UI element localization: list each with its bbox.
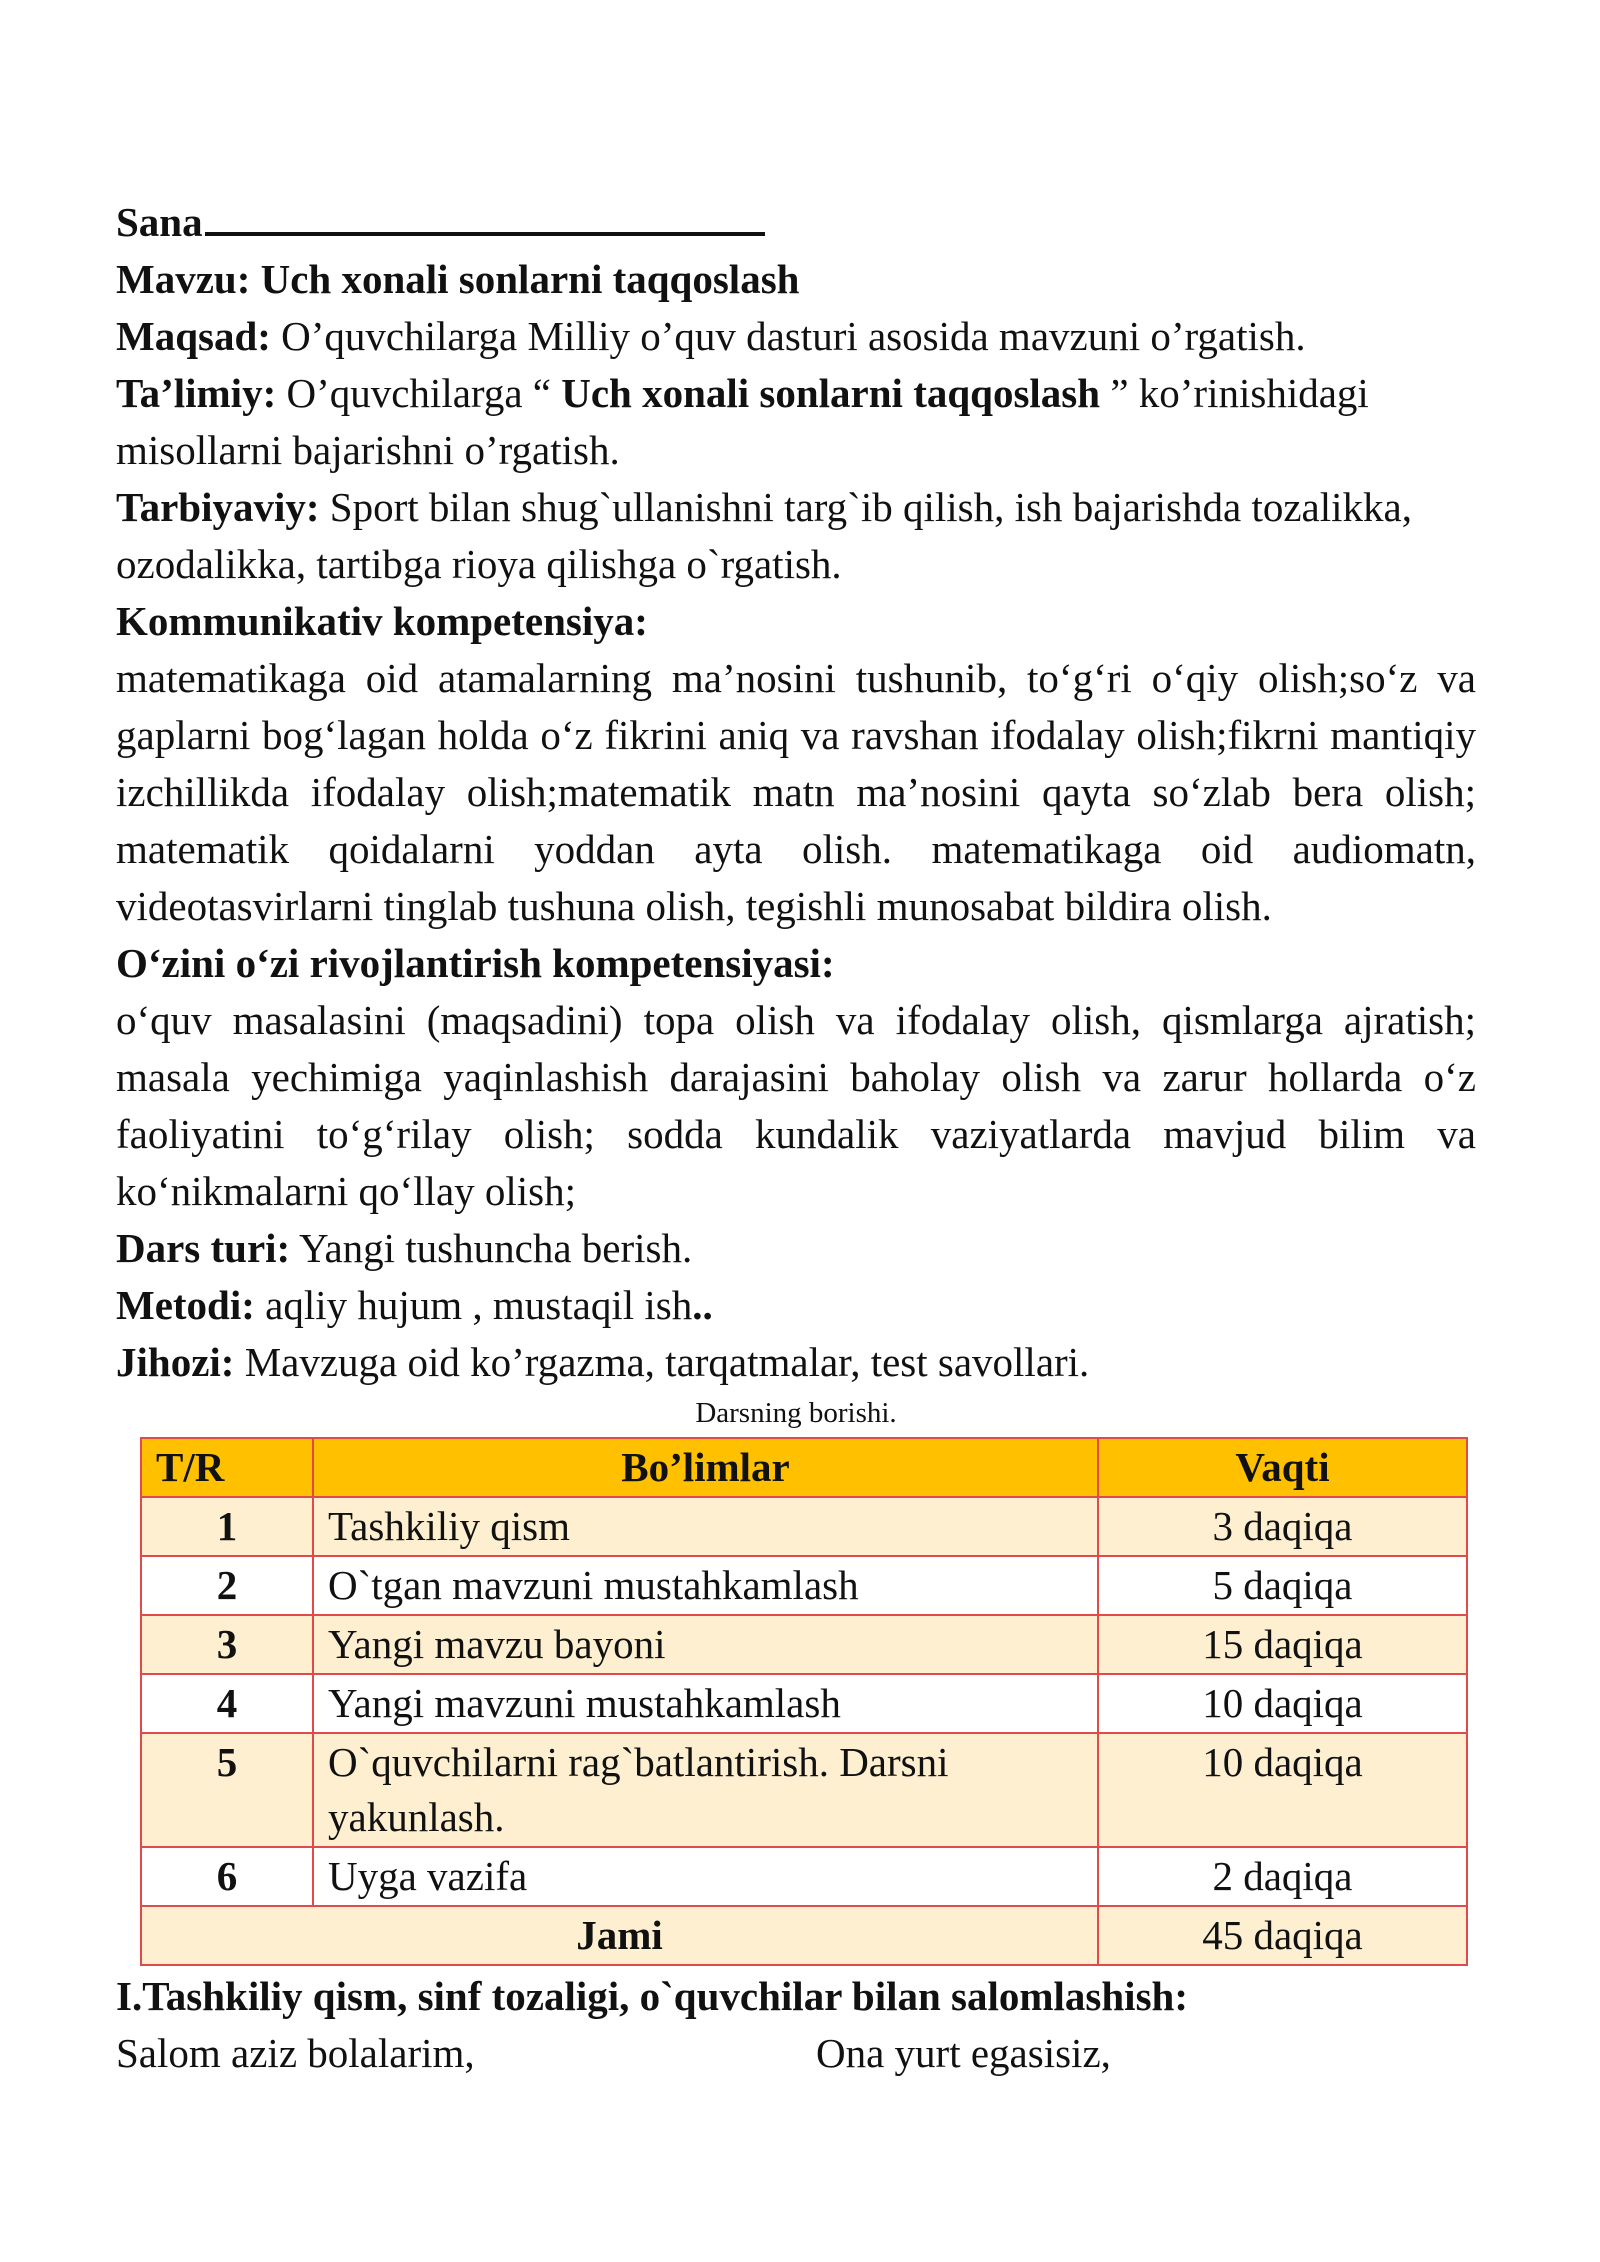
educational-text-b: ” ko’rinishidagi misollarni bajarishni o’rgatish. bbox=[116, 370, 1369, 473]
communicative-text: matematikaga oid atamalarning ma’nosini tushunib, to‘g‘ri o‘qiy olish;so‘z va gaplarni bog‘lagan holda o‘z fikrini aniq va ravshan ifodalay olish;fikrni mantiqiy izchillikda ifodalay olish;matematik matn ma’nosini qayta so‘zlab bera olish; matematik qoidalarni yoddan ayta olish. matematikaga oid audiomatn, videotasvirlarni tinglab tushuna olish, tegishli munosabat bildira olish. bbox=[116, 655, 1476, 929]
row-time: 2 daqiqa bbox=[1098, 1847, 1467, 1906]
header-sections: Bo’limlar bbox=[313, 1438, 1098, 1497]
lesson-plan bbox=[116, 192, 1476, 2082]
table-total-row bbox=[141, 1906, 1467, 1965]
row-number: 2 bbox=[141, 1556, 313, 1615]
greeting-right: Ona yurt egasisiz, bbox=[816, 2030, 1111, 2076]
total-time: 45 daqiqa bbox=[1098, 1906, 1467, 1965]
greeting-left: Salom aziz bolalarim, bbox=[116, 2030, 475, 2076]
row-number: 6 bbox=[141, 1847, 313, 1906]
row-time: 10 daqiqa bbox=[1098, 1674, 1467, 1733]
topic-text: Uch xonali sonlarni taqqoslash bbox=[260, 256, 800, 302]
goal-label: Maqsad: bbox=[116, 313, 271, 359]
method-line bbox=[116, 1277, 1476, 1334]
row-time: 10 daqiqa bbox=[1098, 1733, 1467, 1847]
self-development-heading: O‘zini o‘zi rivojlantirish kompetensiyasi: bbox=[116, 940, 835, 986]
row-number: 4 bbox=[141, 1674, 313, 1733]
educational-label: Ta’limiy: bbox=[116, 370, 277, 416]
lesson-type-label: Dars turi: bbox=[116, 1225, 291, 1271]
table-row bbox=[141, 1674, 1467, 1733]
row-section: Tashkiliy qism bbox=[313, 1497, 1098, 1556]
lesson-type-text: Yangi tushuncha berish. bbox=[290, 1225, 693, 1271]
table-row bbox=[141, 1733, 1467, 1847]
date-label: Sana bbox=[116, 199, 203, 245]
educational-line bbox=[116, 365, 1476, 479]
topic-label: Mavzu: bbox=[116, 256, 251, 302]
total-label: Jami bbox=[141, 1906, 1098, 1965]
table-row bbox=[141, 1556, 1467, 1615]
goal-text: O’quvchilarga Milliy o’quv dasturi asosida mavzuni o’rgatish. bbox=[270, 313, 1306, 359]
educational-topic: Uch xonali sonlarni taqqoslash bbox=[561, 370, 1111, 416]
header-number: T/R bbox=[141, 1438, 313, 1497]
row-time: 5 daqiqa bbox=[1098, 1556, 1467, 1615]
date-line bbox=[116, 192, 1476, 251]
topic-line bbox=[116, 251, 1476, 308]
communicative-heading: Kommunikativ kompetensiya: bbox=[116, 598, 648, 644]
goal-line bbox=[116, 308, 1476, 365]
self-development-text: o‘quv masalasini (maqsadini) topa olish va ifodalay olish, qismlarga ajratish; masala yechimiga yaqinlashish darajasini baholay olish va zarur hollarda o‘z faoliyatini to‘g‘rilay olish; sodda kundalik vaziyatlarda mavjud bilim va ko‘nikmalarni qo‘llay olish; bbox=[116, 997, 1476, 1214]
equipment-line bbox=[116, 1334, 1476, 1391]
method-dots: .. bbox=[692, 1282, 713, 1328]
lesson-type-line bbox=[116, 1220, 1476, 1277]
header-time: Vaqti bbox=[1098, 1438, 1467, 1497]
table-row bbox=[141, 1615, 1467, 1674]
row-time: 15 daqiqa bbox=[1098, 1615, 1467, 1674]
row-section: Yangi mavzuni mustahkamlash bbox=[313, 1674, 1098, 1733]
upbringing-label: Tarbiyaviy: bbox=[116, 484, 320, 530]
lesson-schedule-table bbox=[140, 1437, 1468, 1966]
table-row bbox=[141, 1497, 1467, 1556]
equipment-label: Jihozi: bbox=[116, 1339, 235, 1385]
method-text: aqliy hujum , mustaqil ish bbox=[254, 1282, 693, 1328]
upbringing-line bbox=[116, 479, 1476, 593]
row-number: 1 bbox=[141, 1497, 313, 1556]
row-section: O`tgan mavzuni mustahkamlash bbox=[313, 1556, 1098, 1615]
table-header-row bbox=[141, 1438, 1467, 1497]
educational-text-a: O’quvchilarga “ bbox=[276, 370, 562, 416]
row-time: 3 daqiqa bbox=[1098, 1497, 1467, 1556]
row-number: 5 bbox=[141, 1733, 313, 1847]
date-blank bbox=[205, 192, 765, 236]
row-section: Uyga vazifa bbox=[313, 1847, 1098, 1906]
equipment-text: Mavzuga oid ko’rgazma, tarqatmalar, test savollari. bbox=[234, 1339, 1090, 1385]
upbringing-text: Sport bilan shug`ullanishni targ`ib qilish, ish bajarishda tozalikka, ozodalikka, tartibga rioya qilishga o`rgatish. bbox=[116, 484, 1412, 587]
greeting-line bbox=[116, 2025, 1476, 2082]
row-section: Yangi mavzu bayoni bbox=[313, 1615, 1098, 1674]
row-number: 3 bbox=[141, 1615, 313, 1674]
table-row bbox=[141, 1847, 1467, 1906]
table-caption: Darsning borishi. bbox=[695, 1397, 897, 1429]
row-section: O`quvchilarni rag`batlantirish. Darsni yakunlash. bbox=[313, 1733, 1098, 1847]
method-label: Metodi: bbox=[116, 1282, 255, 1328]
section-heading: I.Tashkiliy qism, sinf tozaligi, o`quvchilar bilan salomlashish: bbox=[116, 1973, 1188, 2019]
